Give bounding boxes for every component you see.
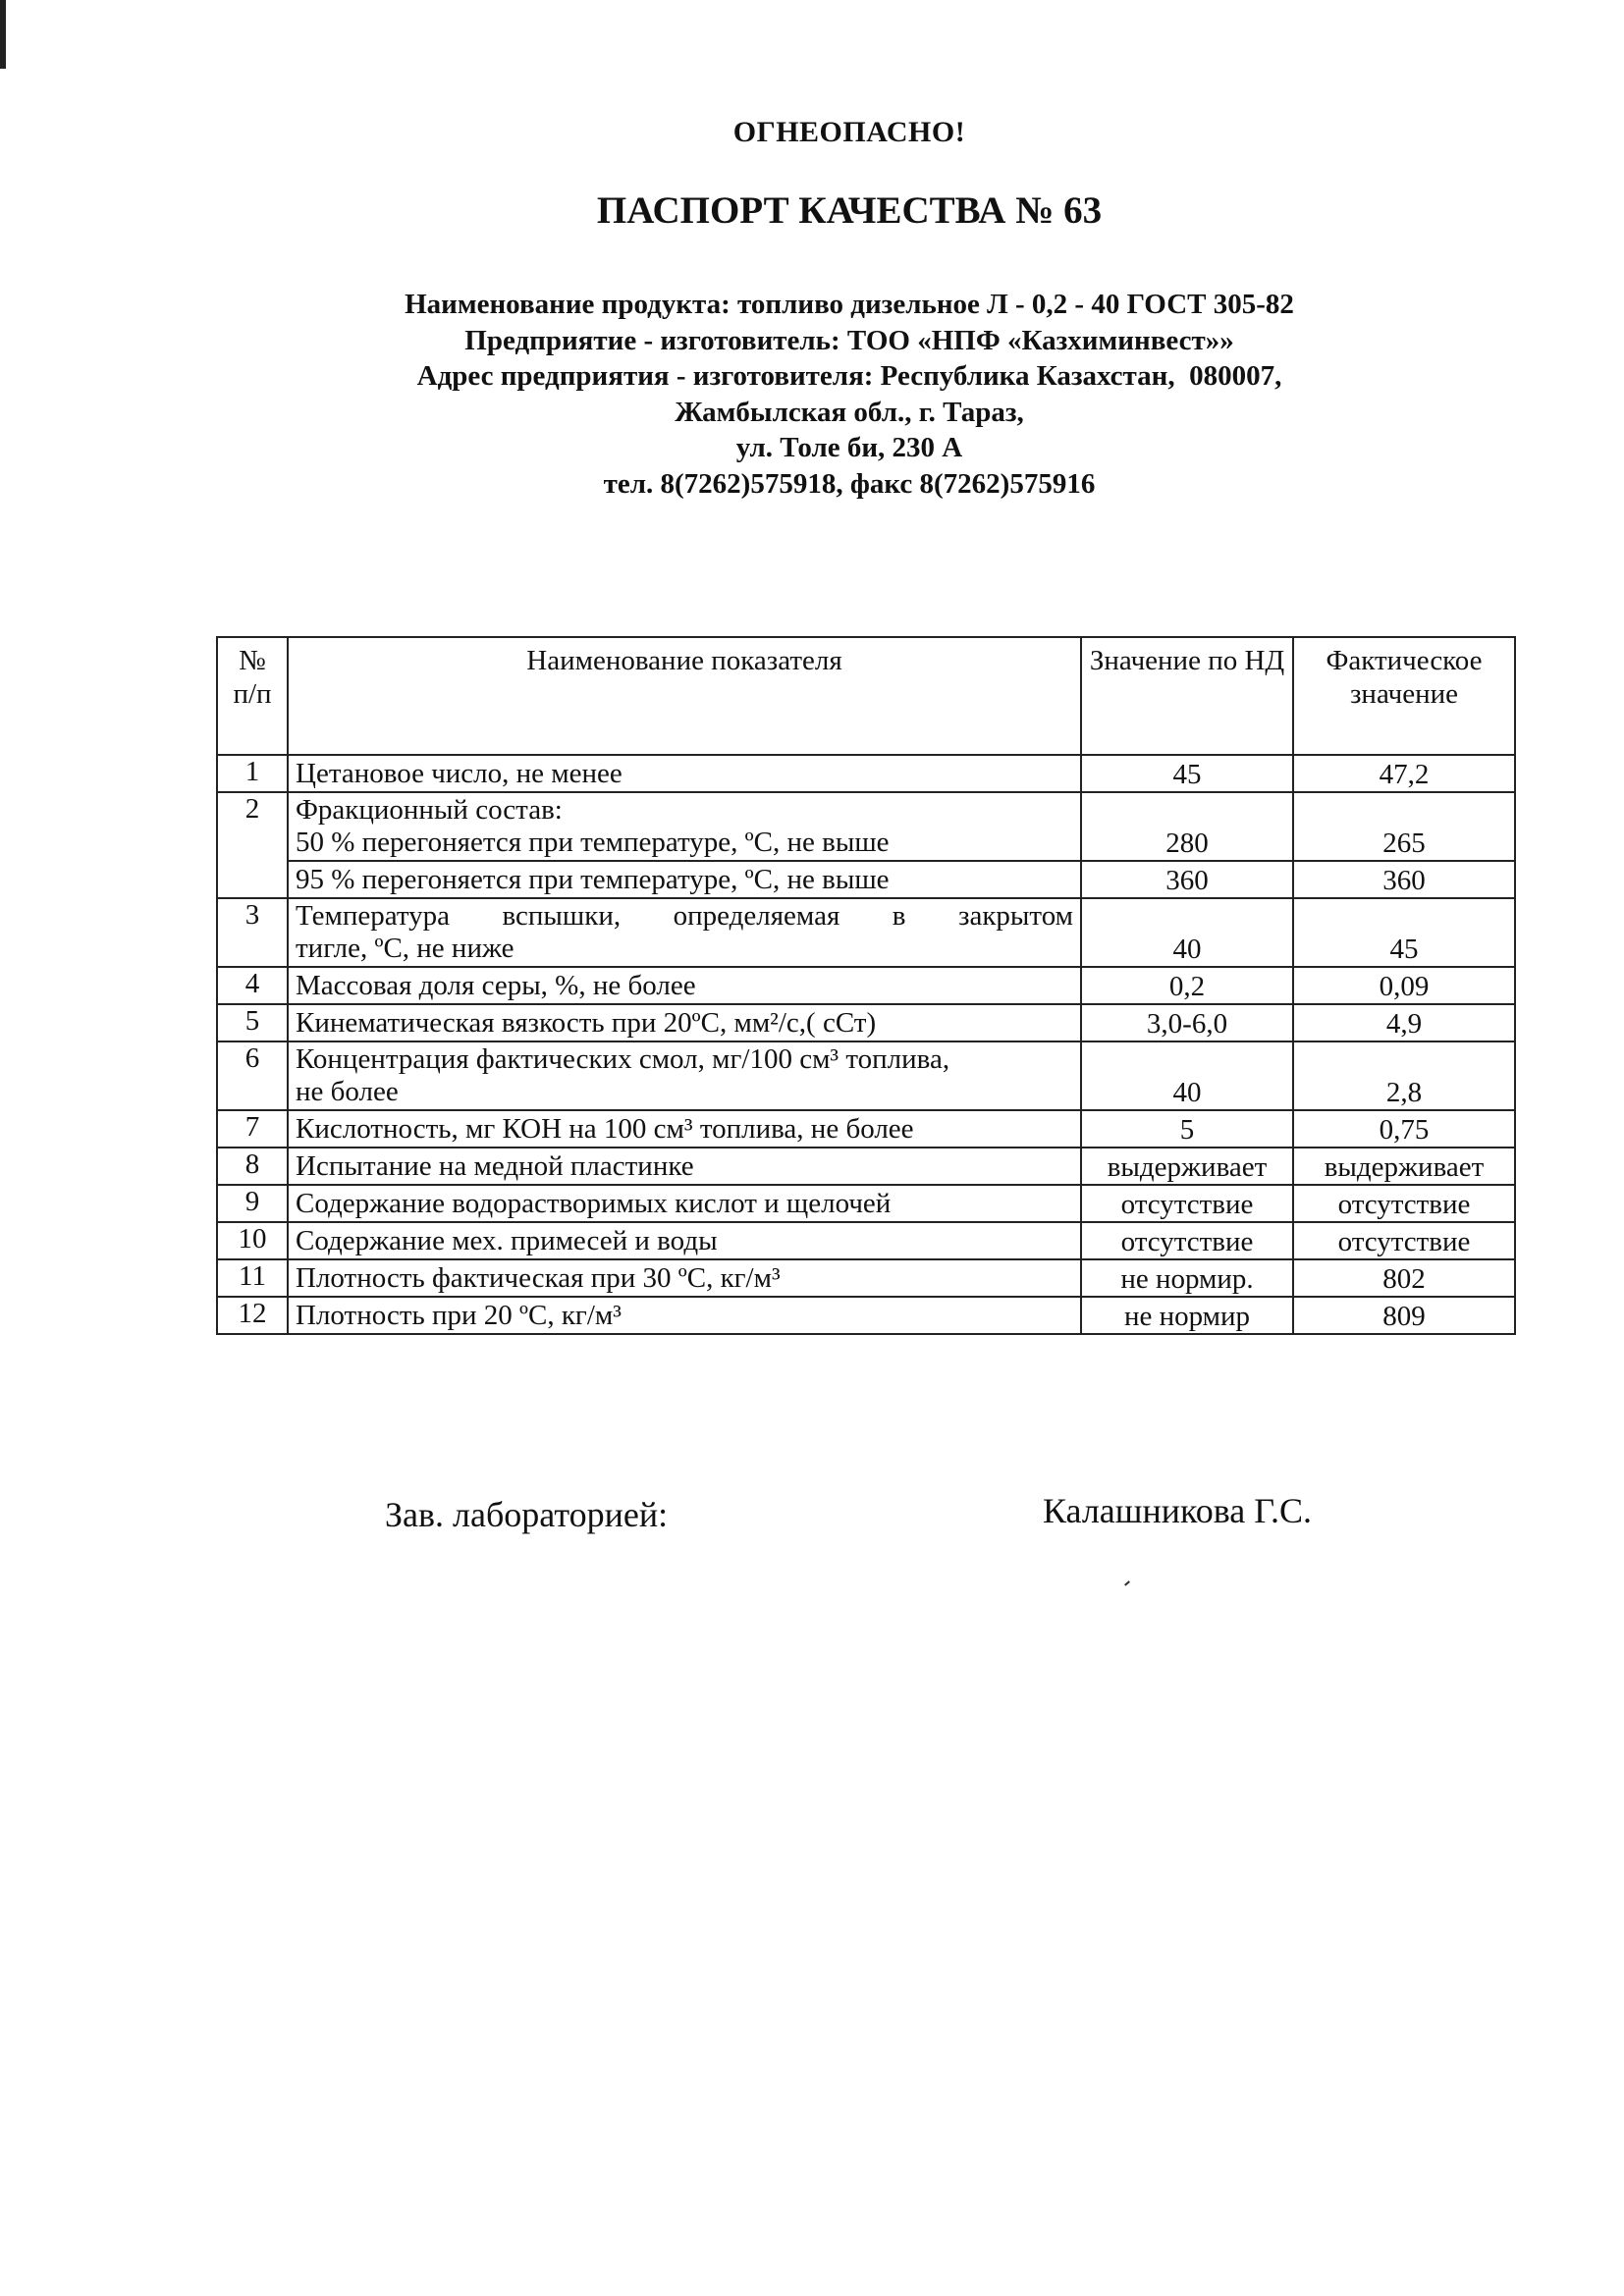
stray-pen-mark [1124, 1580, 1130, 1585]
header-num: № п/п [217, 637, 288, 755]
phone-fax-line: тел. 8(7262)575918, факс 8(7262)575916 [603, 467, 1096, 500]
fire-warning: ОГНЕОПАСНО! [732, 116, 966, 148]
scan-edge-mark [0, 0, 6, 69]
manufacturer-line: Предприятие - изготовитель: ТОО «НПФ «Казхиминвест»» [464, 324, 1234, 356]
table-row: 11 Плотность фактическая при 30 ºС, кг/м³ не нормир. 802 [217, 1259, 1515, 1297]
signature-name: Калашникова Г.С. [1043, 1491, 1312, 1530]
fraction-cell: Фракционный состав: 50 % перегоняется при температуре, ºС, не выше [288, 792, 1081, 861]
table-row: 3 Температура вспышки, определяемая в закрытом тигле, ºС, не ниже 40 45 [217, 898, 1515, 967]
table-row: 4 Массовая доля серы, %, не более 0,2 0,09 [217, 967, 1515, 1004]
header-fact: Фактическое значение [1293, 637, 1515, 755]
table-row: 6 Концентрация фактических смол, мг/100 см³ топлива, не более 40 2,8 [217, 1041, 1515, 1110]
product-header [0, 287, 1624, 502]
product-name-line: Наименование продукта: топливо дизельное Л - 0,2 - 40 ГОСТ 305-82 [405, 289, 1294, 320]
signature-label: Зав. лабораторией: [385, 1495, 669, 1534]
address-line-3: ул. Толе би, 230 А [735, 432, 963, 463]
header-nd: Значение по НД [1081, 637, 1293, 755]
table-row: 5 Кинематическая вязкость при 20ºС, мм²/с,( сСт) 3,0-6,0 4,9 [217, 1004, 1515, 1041]
table-row: 7 Кислотность, мг КОН на 100 см³ топлива, не более 5 0,75 [217, 1110, 1515, 1148]
table-row: 9 Содержание водорастворимых кислот и щелочей отсутствие отсутствие [217, 1185, 1515, 1222]
table-row: 12 Плотность при 20 ºС, кг/м³ не нормир 809 [217, 1297, 1515, 1334]
document-title: ПАСПОРТ КАЧЕСТВА № 63 [596, 189, 1103, 232]
address-line-1: Адрес предприятия - изготовителя: Республика Казахстан, 080007, [416, 360, 1282, 392]
table-row: 1 Цетановое число, не менее 45 47,2 [217, 755, 1515, 792]
table-row: 10 Содержание мех. примесей и воды отсутствие отсутствие [217, 1222, 1515, 1259]
header-name: Наименование показателя [288, 637, 1081, 755]
table-row: 8 Испытание на медной пластинке выдерживает выдерживает [217, 1148, 1515, 1185]
table-row: 2 Фракционный состав: 50 % перегоняется при температуре, ºС, не выше 280 265 [217, 792, 1515, 861]
address-line-2: Жамбылская обл., г. Тараз, [675, 396, 1024, 428]
table-row: 95 % перегоняется при температуре, ºС, не выше 360 360 [217, 861, 1515, 898]
table-header-row [217, 637, 1515, 755]
quality-table [216, 636, 1516, 1335]
